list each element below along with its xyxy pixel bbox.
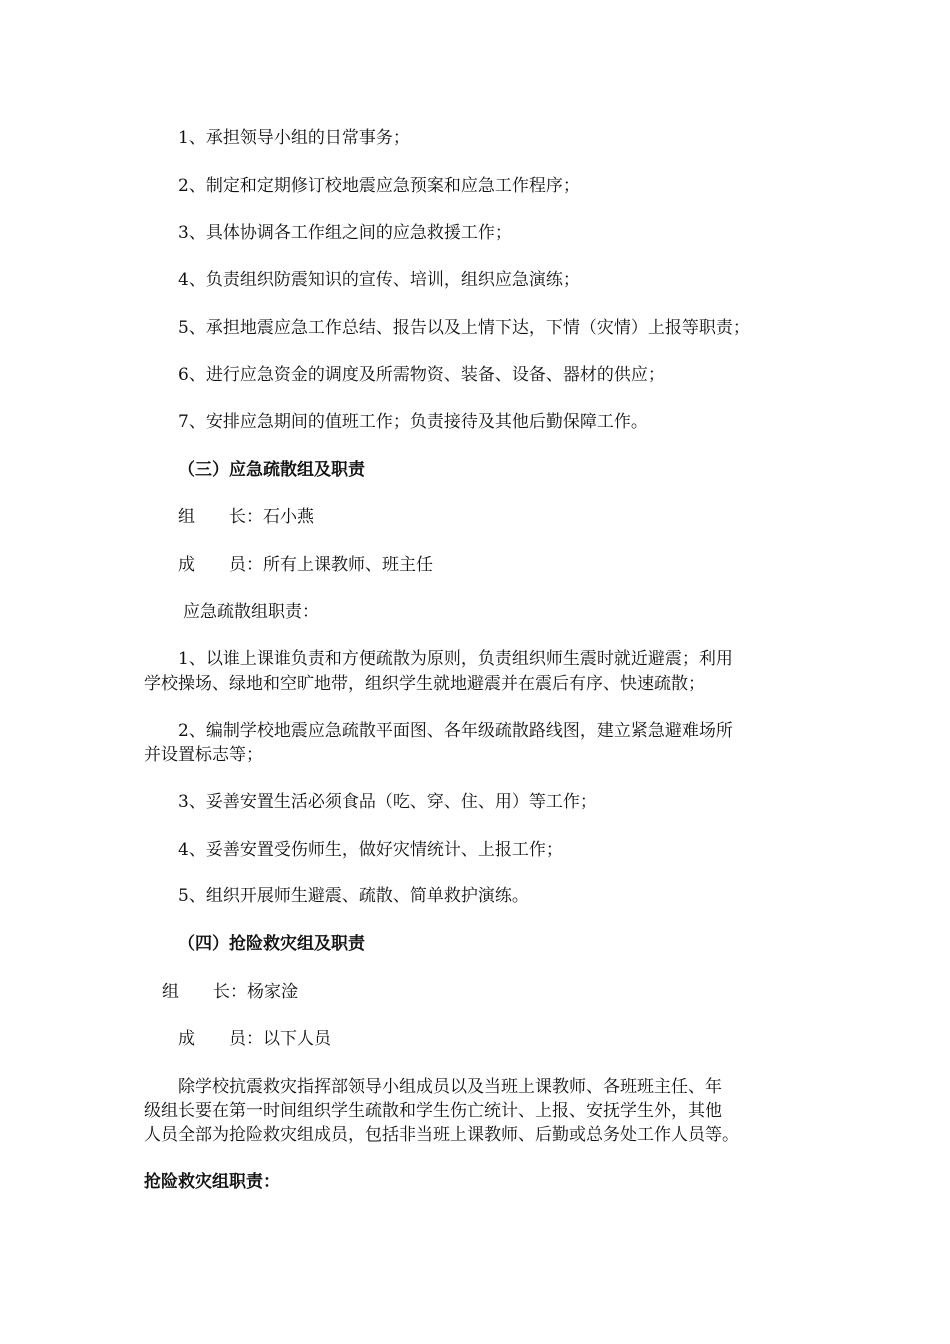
section-4-members: 成 员：以下人员	[178, 1029, 331, 1049]
section-3-duty-4: 4、妥善安置受伤师生，做好灾情统计、上报工作；	[178, 840, 563, 860]
duty-item-7: 7、安排应急期间的值班工作；负责接待及其他后勤保障工作。	[178, 412, 648, 432]
duty-item-4: 4、负责组织防震知识的宣传、培训，组织应急演练；	[178, 270, 580, 290]
section-3-duty-2-line-2: 并设置标志等；	[144, 745, 263, 765]
section-3-duty-2-line-1: 2、编制学校地震应急疏散平面图、各年级疏散路线图，建立紧急避难场所	[178, 721, 733, 741]
section-3-duty-1-line-2: 学校操场、绿地和空旷地带，组织学生就地避震并在震后有序、快速疏散；	[144, 674, 705, 694]
duty-item-5: 5、承担地震应急工作总结、报告以及上情下达，下情（灾情）上报等职责；	[178, 318, 750, 338]
section-3-duties-title: 应急疏散组职责：	[183, 602, 319, 622]
section-3-duty-3: 3、妥善安置生活必须食品（吃、穿、住、用）等工作；	[178, 792, 597, 812]
duty-item-3: 3、具体协调各工作组之间的应急救援工作；	[178, 223, 512, 243]
section-4-paragraph-line-2: 级组长要在第一时间组织学生疏散和学生伤亡统计、上报、安抚学生外，其他	[144, 1101, 722, 1121]
section-4-heading: （四）抢险救灾组及职责	[178, 934, 365, 954]
duty-item-6: 6、进行应急资金的调度及所需物资、装备、设备、器材的供应；	[178, 365, 665, 385]
duty-item-1: 1、承担领导小组的日常事务；	[178, 128, 410, 148]
section-4-paragraph-line-1: 除学校抗震救灾指挥部领导小组成员以及当班上课教师、各班班主任、年	[178, 1077, 722, 1097]
section-3-heading: （三）应急疏散组及职责	[178, 460, 365, 480]
duty-item-2: 2、制定和定期修订校地震应急预案和应急工作程序；	[178, 176, 580, 196]
section-3-duty-1-line-1: 1、以谁上课谁负责和方便疏散为原则，负责组织师生震时就近避震；利用	[178, 649, 733, 669]
section-4-duties-title: 抢险救灾组职责：	[144, 1172, 280, 1192]
section-3-members: 成 员：所有上课教师、班主任	[178, 555, 433, 575]
section-3-leader: 组 长：石小燕	[178, 507, 314, 527]
section-4-leader: 组 长：杨家淦	[162, 982, 298, 1002]
section-4-paragraph-line-3: 人员全部为抢险救灾组成员，包括非当班上课教师、后勤或总务处工作人员等。	[144, 1125, 739, 1145]
section-3-duty-5: 5、组织开展师生避震、疏散、简单救护演练。	[178, 886, 529, 906]
